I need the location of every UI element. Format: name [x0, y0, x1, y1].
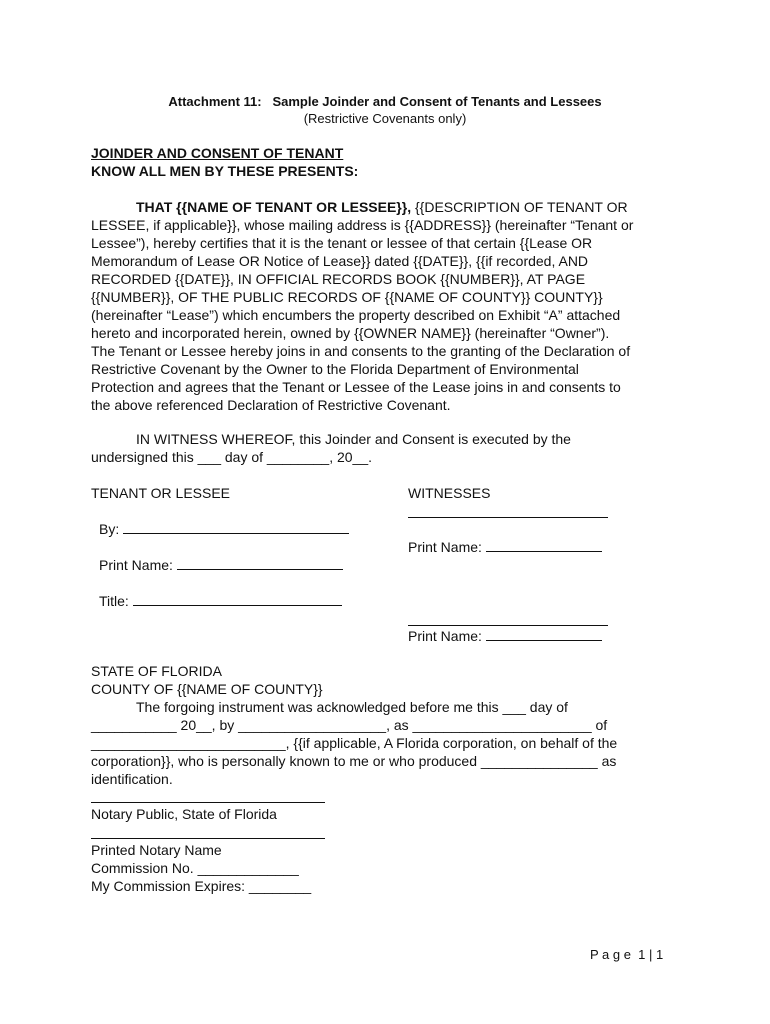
- by-row: [99, 520, 349, 538]
- title-prefix: Attachment 11:: [168, 94, 262, 109]
- printed-notary-name-label: Printed Notary Name: [91, 842, 222, 858]
- body-line: the above referenced Declaration of Restrictive Covenant.: [91, 397, 451, 413]
- body-line: {{NUMBER}}, OF THE PUBLIC RECORDS OF {{NAME OF COUNTY}} COUNTY}}: [91, 289, 603, 305]
- print-name-label: Print Name:: [99, 557, 173, 573]
- body-line: Protection and agrees that the Tenant or Lessee of the Lease joins in and consents to: [91, 379, 621, 395]
- ack-line-4: corporation}}, who is personally known to me or who produced _______________ as: [91, 753, 617, 769]
- page-number: P a g e 1 | 1: [590, 947, 664, 962]
- document-subtitle: (Restrictive Covenants only): [303, 111, 467, 126]
- witnesses-heading: WITNESSES: [408, 485, 491, 501]
- ack-line-1: The forgoing instrument was acknowledged before me this ___ day of: [136, 699, 568, 715]
- body-line: The Tenant or Lessee hereby joins in and consents to the granting of the Declaration of: [91, 343, 631, 359]
- print-name-line[interactable]: [177, 556, 343, 570]
- ack-line-2: ___________ 20__, by ___________________, as _______________________ of: [91, 717, 608, 733]
- by-signature-line[interactable]: [123, 520, 349, 534]
- joinder-heading: JOINDER AND CONSENT OF TENANT: [91, 145, 344, 161]
- witness-2-print-label: Print Name:: [408, 628, 482, 644]
- body-line: (hereinafter “Lease”) which encumbers the property described on Exhibit “A” attached: [91, 307, 621, 323]
- tenant-heading: TENANT OR LESSEE: [91, 485, 231, 501]
- county-line: COUNTY OF {{NAME OF COUNTY}}: [91, 681, 323, 697]
- by-label: By:: [99, 521, 120, 537]
- body-line: Memorandum of Lease OR Notice of Lease}} dated {{DATE}}, {{if recorded, AND: [91, 253, 589, 269]
- body-line-1-rest: {{DESCRIPTION OF TENANT OR: [411, 199, 628, 215]
- know-all-men-heading: KNOW ALL MEN BY THESE PRESENTS:: [91, 163, 359, 179]
- witness-2-print-line[interactable]: [486, 627, 602, 641]
- commission-no-label: Commission No. _____________: [91, 860, 299, 876]
- body-line: hereto and incorporated herein, owned by {{OWNER NAME}} (hereinafter “Owner”).: [91, 325, 610, 341]
- print-name-row: [99, 556, 343, 574]
- witness-line-2: undersigned this ___ day of ________, 20__.: [91, 449, 373, 465]
- ack-line-5: identification.: [91, 771, 173, 787]
- witness-1-print-line[interactable]: [486, 538, 602, 552]
- document-title: [0, 93, 770, 111]
- witness-1-signature-line[interactable]: [408, 517, 608, 518]
- body-line-1: [91, 198, 681, 216]
- title-label: Title:: [99, 593, 129, 609]
- state-line: STATE OF FLORIDA: [91, 663, 222, 679]
- witness-1-print-row: [408, 538, 602, 556]
- notary-signature-line[interactable]: [91, 802, 325, 803]
- body-line: Restrictive Covenant by the Owner to the Florida Department of Environmental: [91, 361, 579, 377]
- witness-2-print-row: [408, 627, 602, 645]
- title-line[interactable]: [133, 592, 342, 606]
- commission-expires-label: My Commission Expires: ________: [91, 878, 312, 894]
- notary-public-label: Notary Public, State of Florida: [91, 806, 277, 822]
- witness-1-print-label: Print Name:: [408, 539, 482, 555]
- body-lead-bold: THAT {{NAME OF TENANT OR LESSEE}},: [136, 199, 412, 215]
- title-row: [99, 592, 342, 610]
- title-main: Sample Joinder and Consent of Tenants and Lessees: [272, 94, 602, 109]
- witness-2-signature-line[interactable]: [408, 625, 608, 626]
- body-line: LESSEE, if applicable}}, whose mailing address is {{ADDRESS}} (hereinafter “Tenant or: [91, 217, 634, 233]
- body-line: RECORDED {{DATE}}, IN OFFICIAL RECORDS BOOK {{NUMBER}}, AT PAGE: [91, 271, 586, 287]
- witness-line-1: IN WITNESS WHEREOF, this Joinder and Consent is executed by the: [136, 431, 571, 447]
- body-line: Lessee”), hereby certifies that it is the tenant or lessee of that certain {{Lease OR: [91, 235, 593, 251]
- body-paragraph: [91, 198, 681, 414]
- notary-printed-name-line[interactable]: [91, 838, 325, 839]
- ack-line-3: _________________________, {{if applicable, A Florida corporation, on behalf of the: [91, 735, 618, 751]
